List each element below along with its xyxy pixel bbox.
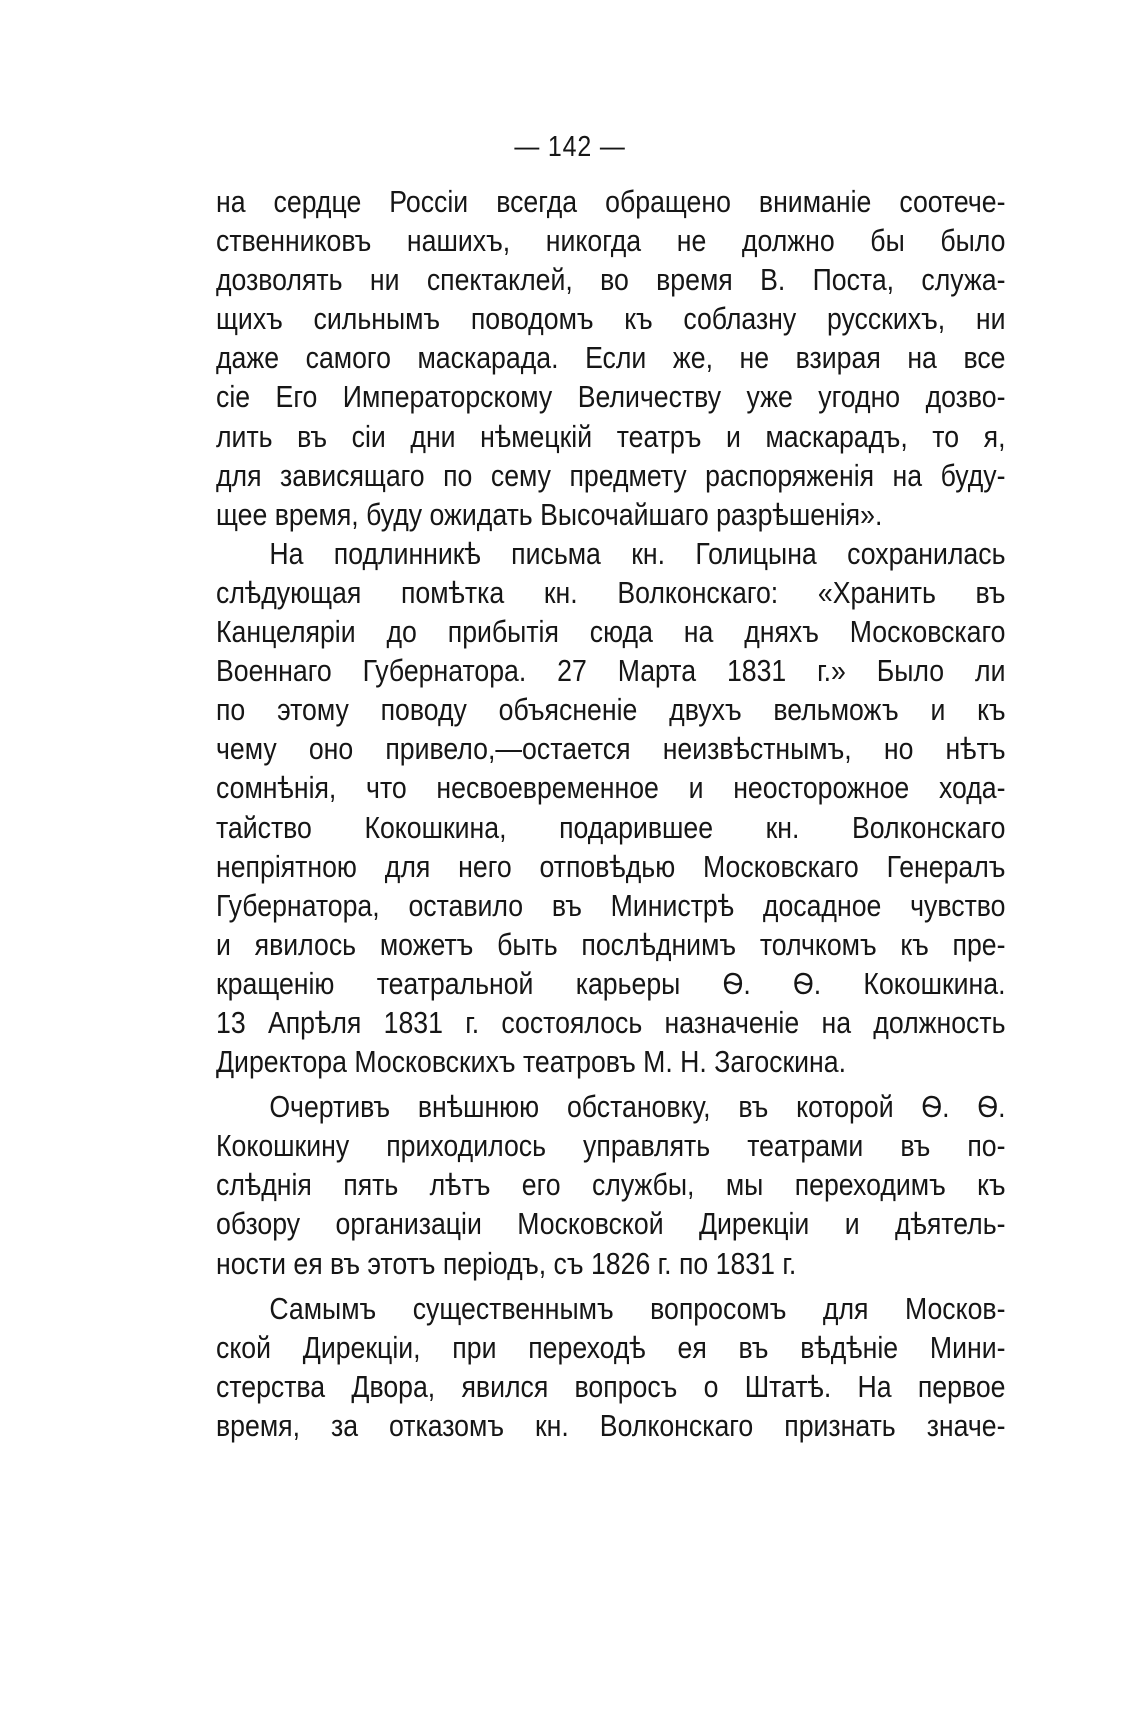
text-line: ственниковъ нашихъ, никогда не должно бы было [216,223,1006,259]
text-line: лить въ сіи дни нѣмецкій театръ и маскарадъ, то я, [216,418,1006,454]
text-line: сомнѣнія, что несвоевременное и неосторожное хода- [216,770,1006,806]
text-line: Военнаго Губернатора. 27 Марта 1831 г.» Было ли [216,653,1006,689]
text-line: обзору организаціи Московской Дирекціи и дѣятель- [216,1206,1006,1242]
text-line: дозволять ни спектаклей, во время В. Поста, служа- [216,262,1006,298]
text-line: и явилось можетъ быть послѣднимъ толчкомъ къ пре- [216,926,1006,962]
text-line: Губернатора, оставило въ Министрѣ досадное чувство [216,887,1006,923]
text-line: Очертивъ внѣшнюю обстановку, въ которой Ѳ. Ѳ. [269,1089,1006,1125]
page-number: — 142 — [514,131,626,163]
paragraph-2 [216,534,1006,1081]
text-line: тайство Кокошкина, подарившее кн. Волконскаго [216,809,1006,845]
text-line: щихъ сильнымъ поводомъ къ соблазну русскихъ, ни [216,301,1006,337]
text-line: 13 Апрѣля 1831 г. состоялось назначеніе на должность [216,1004,1006,1040]
text-line: непріятною для него отповѣдью Московскаго Генералъ [216,848,1006,884]
text-line: слѣднія пять лѣтъ его службы, мы переходимъ къ [216,1167,1006,1203]
text-line: время, за отказомъ кн. Волконскаго признать значе- [216,1407,1006,1443]
text-line: чему оно привело,—остается неизвѣстнымъ, но нѣтъ [216,731,1006,767]
text-line: кращенію театральной карьеры Ѳ. Ѳ. Кокошкина. [216,965,1006,1001]
text-line: На подлинникѣ письма кн. Голицына сохранилась [269,535,1006,571]
paragraph-1 [216,182,1006,534]
text-line: по этому поводу объясненіе двухъ вельможъ и къ [216,692,1006,728]
text-line: Директора Московскихъ театровъ М. Н. Загоскина. [216,1044,846,1080]
text-line: ской Дирекціи, при переходѣ ея въ вѣдѣніе Мини- [216,1329,1006,1365]
text-line: на сердце Россіи всегда обращено вниманіе соотече- [216,184,1006,219]
text-line: сіе Его Императорскому Величеству уже угодно дозво- [216,379,1006,415]
text-line: щее время, буду ожидать Высочайшаго разрѣшенія». [216,496,883,532]
text-line: стерства Двора, явился вопросъ о Штатѣ. На первое [216,1368,1006,1404]
text-line: Канцеляріи до прибытія сюда на дняхъ Московскаго [216,614,1006,650]
paragraph-3 [216,1087,1006,1282]
text-line: ности ея въ этотъ періодъ, съ 1826 г. по 1831 г. [216,1245,797,1281]
text-line: слѣдующая помѣтка кн. Волконскаго: «Хранить въ [216,574,1006,610]
text-line: для зависящаго по сему предмету распоряженія на буду- [216,457,1006,493]
text-line: Кокошкину приходилось управлять театрами въ по- [216,1128,1006,1164]
text-line: Самымъ существеннымъ вопросомъ для Москов- [269,1290,1006,1326]
body-text [216,182,1006,1445]
text-line: даже самого маскарада. Если же, не взирая на все [216,340,1006,376]
paragraph-4 [216,1289,1006,1445]
